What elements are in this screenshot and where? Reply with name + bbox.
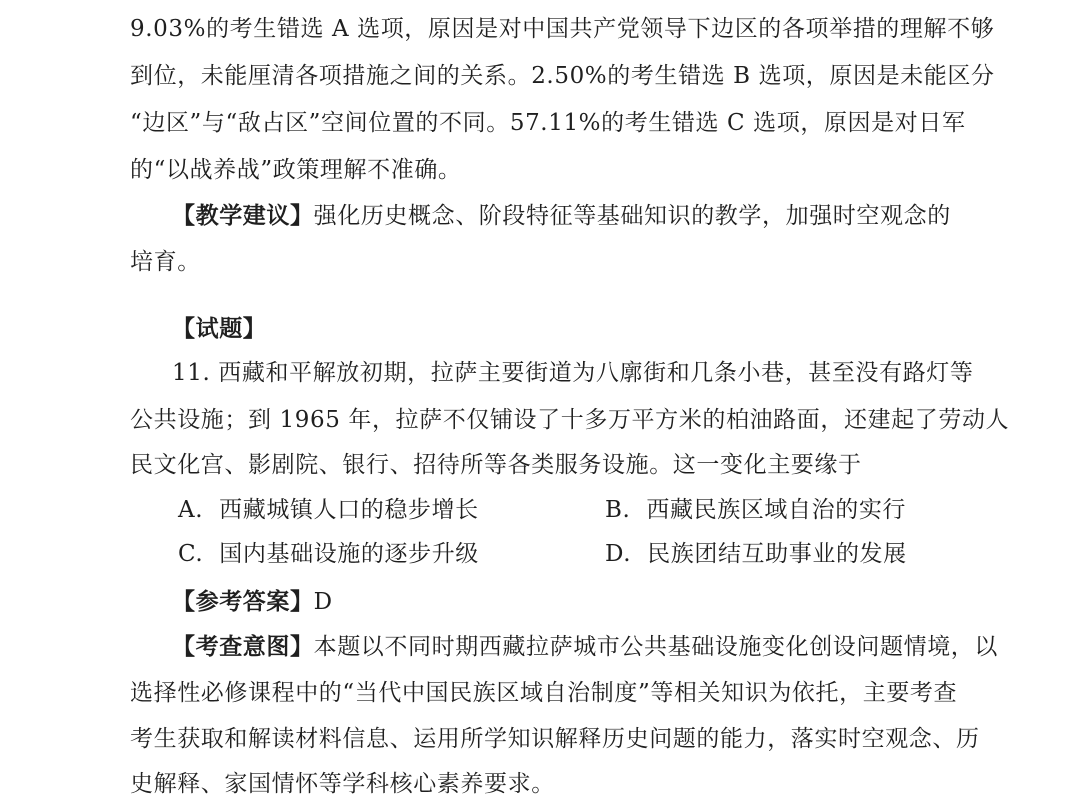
text-line: 民文化宫、影剧院、银行、招待所等各类服务设施。这一变化主要缘于 xyxy=(130,452,862,478)
text-line: 培育。 xyxy=(130,249,201,275)
text-line: 公共设施；到 1965 年，拉萨不仅铺设了十多万平方米的柏油路面，还建起了劳动人 xyxy=(130,407,1010,433)
text-line: 选择性必修课程中的“当代中国民族区域自治制度”等相关知识为依托，主要考查 xyxy=(130,680,958,706)
option-c: C. 国内基础设施的逐步升级 xyxy=(178,541,479,567)
text-line: 的“以战养战”政策理解不准确。 xyxy=(130,157,462,183)
exam-intent-label: 【考查意图】 xyxy=(172,634,314,660)
text-line xyxy=(172,201,951,231)
teaching-advice-label: 【教学建议】 xyxy=(172,203,314,229)
text-line: “边区”与“敌占区”空间位置的不同。57.11%的考生错选 C 选项，原因是对日军 xyxy=(130,110,966,136)
text-line: 9.03%的考生错选 A 选项，原因是对中国共产党领导下边区的各项举措的理解不够 xyxy=(130,16,995,42)
teaching-advice-text: 强化历史概念、阶段特征等基础知识的教学，加强时空观念的 xyxy=(313,203,951,229)
text-line: 史解释、家国情怀等学科核心素养要求。 xyxy=(130,771,555,797)
text-line: 考生获取和解读材料信息、运用所学知识解释历史问题的能力，落实时空观念、历 xyxy=(130,726,980,752)
text-line: 【考查意图】本题以不同时期西藏拉萨城市公共基础设施变化创设问题情境，以 xyxy=(172,634,999,660)
text-line: 11. 西藏和平解放初期，拉萨主要街道为八廓街和几条小巷，甚至没有路灯等 xyxy=(172,360,974,386)
text-line: 到位，未能厘清各项措施之间的关系。2.50%的考生错选 B 选项，原因是未能区分 xyxy=(130,63,995,89)
option-b: B. 西藏民族区域自治的实行 xyxy=(605,497,907,523)
reference-answer xyxy=(172,587,333,617)
reference-answer-value: D xyxy=(313,589,333,615)
option-d: D. 民族团结互助事业的发展 xyxy=(605,541,907,567)
reference-answer-label: 【参考答案】 xyxy=(172,589,314,615)
option-a: A. 西藏城镇人口的稳步增长 xyxy=(178,497,479,523)
question-section-heading: 【试题】 xyxy=(172,316,267,342)
